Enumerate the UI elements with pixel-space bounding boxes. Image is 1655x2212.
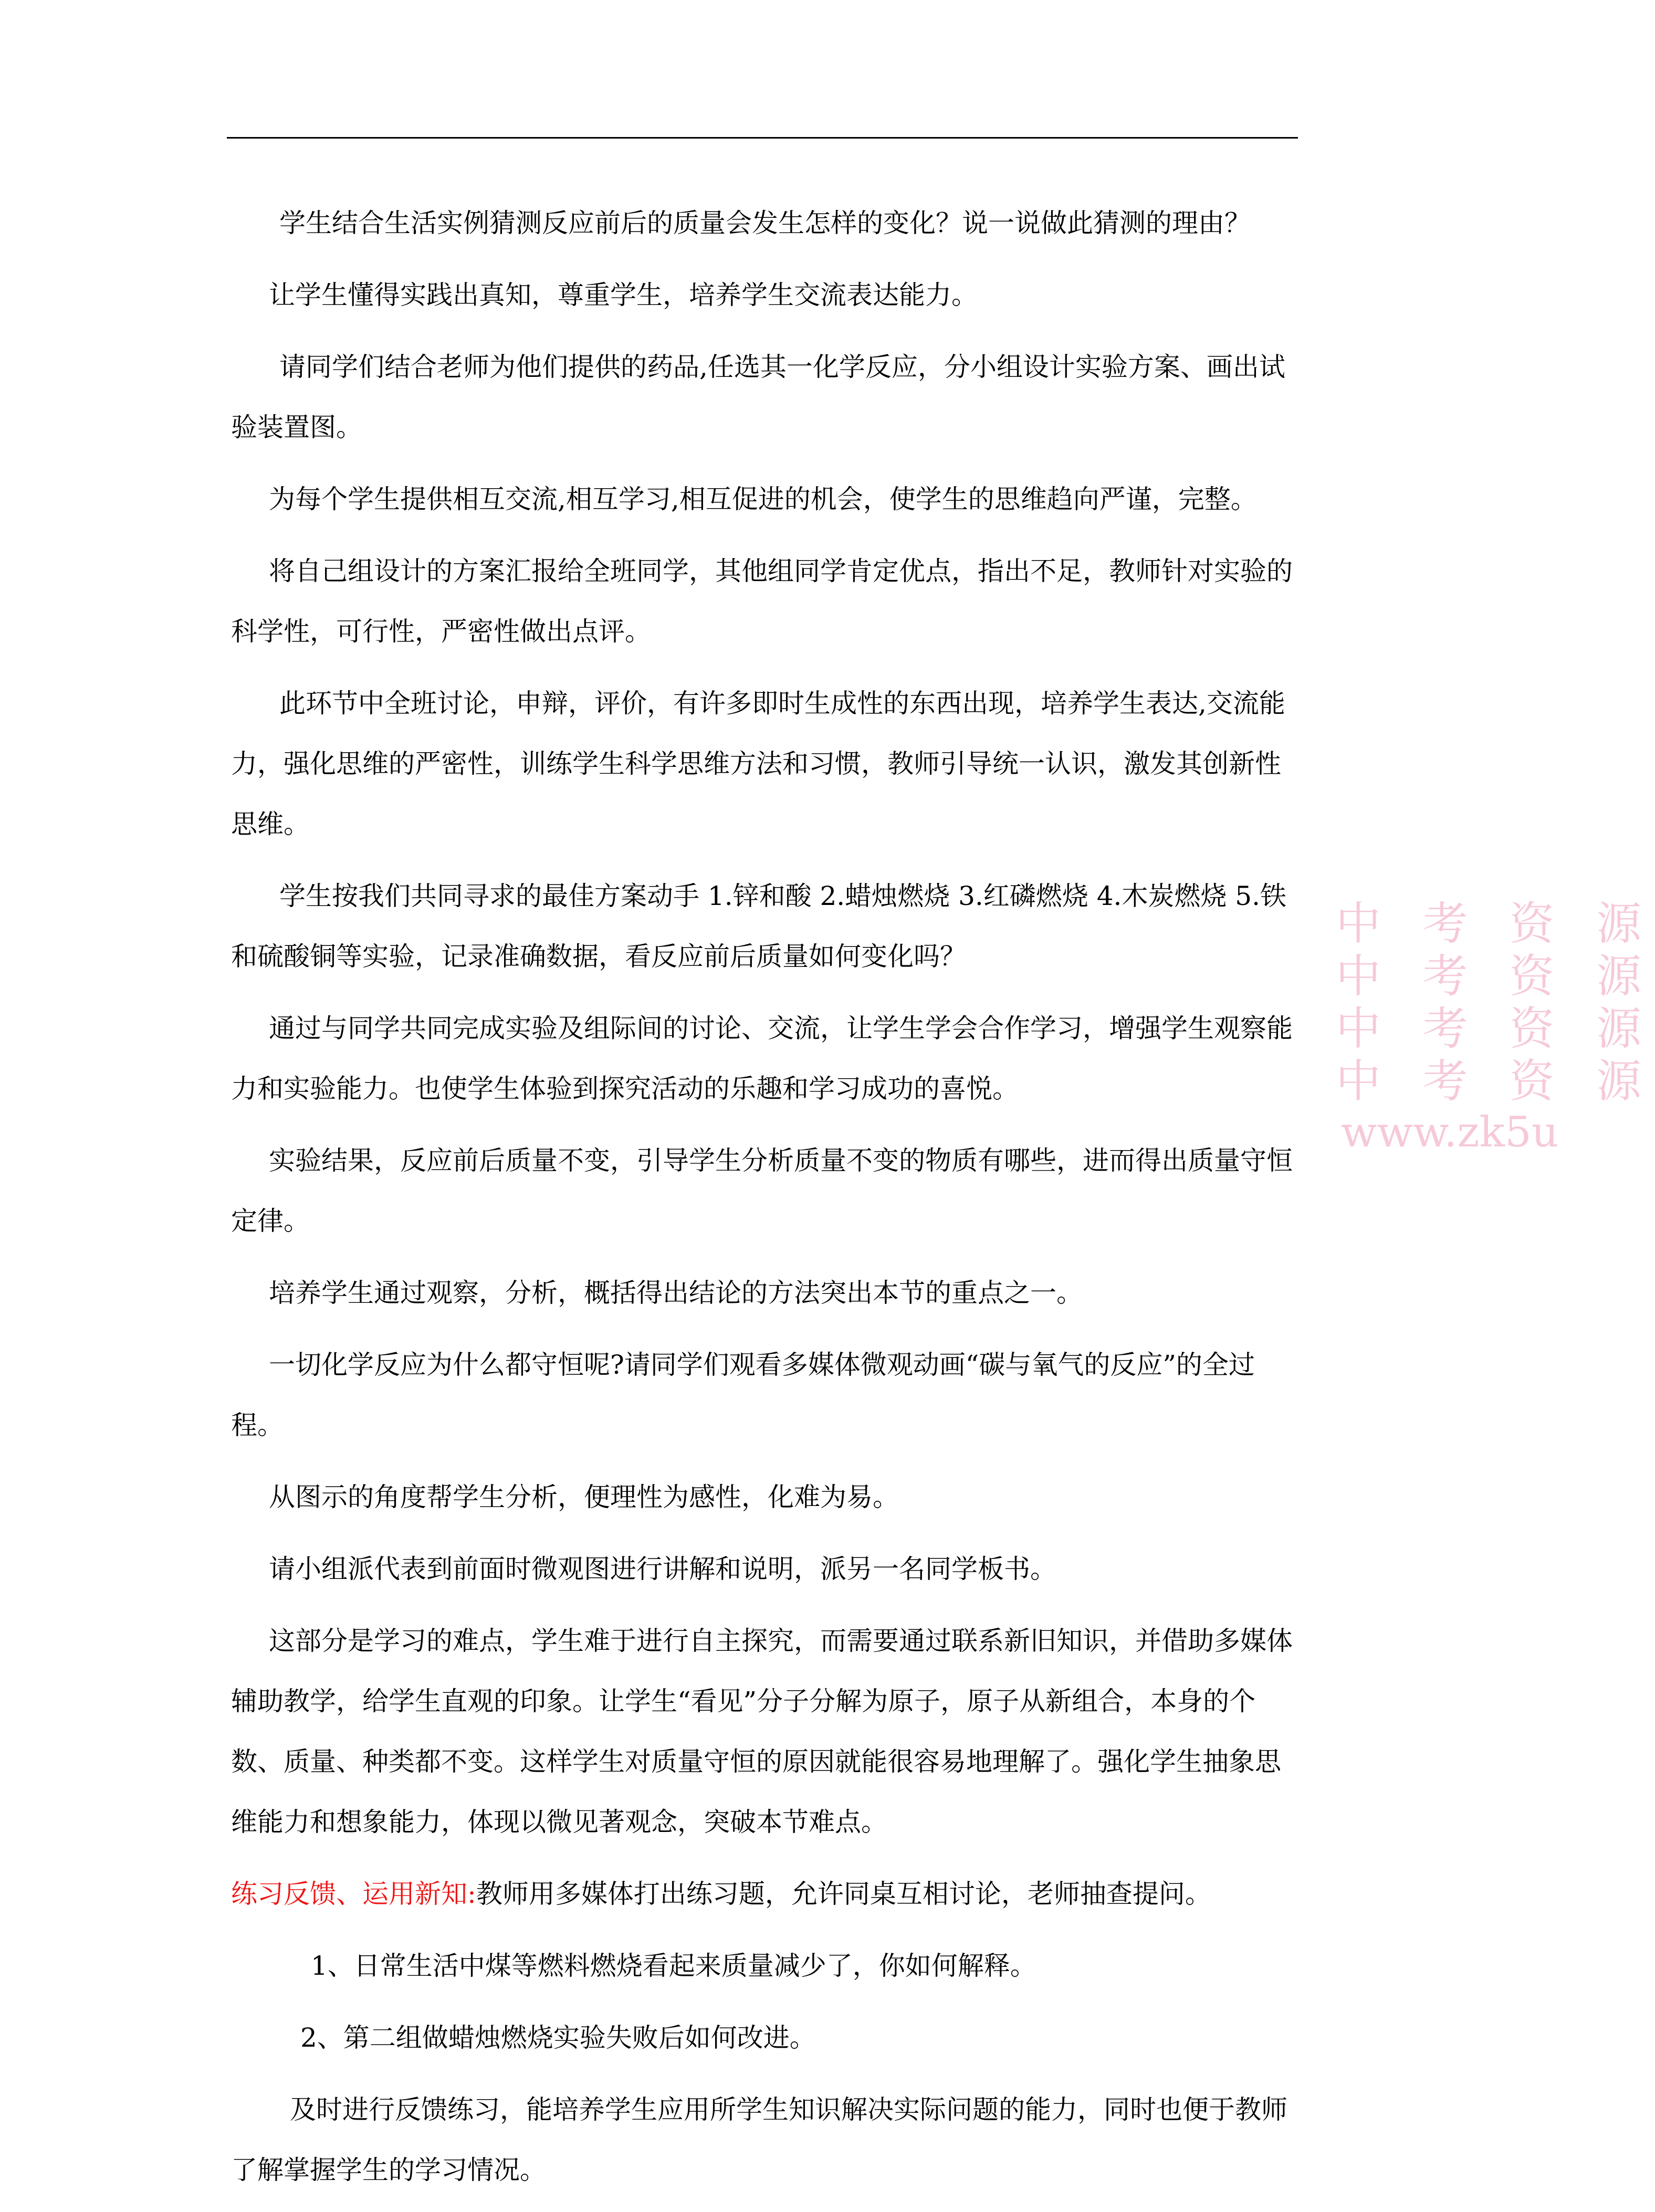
watermark-text: 中 考 资 源 bbox=[1336, 898, 1655, 950]
paragraph: 学生按我们共同寻求的最佳方案动手 1.锌和酸 2.蜡烛燃烧 3.红磷燃烧 4.木炭燃烧 5.铁和硫酸铜等实验，记录准确数据，看反应前后质量如何变化吗？ bbox=[231, 881, 1286, 972]
paragraph: 将自己组设计的方案汇报给全班同学，其他组同学肯定优点，指出不足，教师针对实验的科学性，可行性，严密性做出点评。 bbox=[231, 556, 1293, 647]
watermark-text: 中 考 资 源 bbox=[1336, 1055, 1655, 1108]
paragraph: 这部分是学习的难点，学生难于进行自主探究，而需要通过联系新旧知识，并借助多媒体辅助教学，给学生直观的印象。让学生“看见”分子分解为原子，原子从新组合，本身的个数、质量、种类都不变。这样学生对质量守恒的原因就能很容易地理解了。强化学生抽象思维能力和想象能力，体现以微见著观念，突破本节难点。 bbox=[231, 1626, 1293, 1837]
document-body bbox=[231, 193, 1297, 2212]
paragraph: 一切化学反应为什么都守恒呢?请同学们观看多媒体微观动画“碳与氧气的反应”的全过程。 bbox=[231, 1350, 1255, 1440]
paragraph: 从图示的角度帮学生分析，便理性为感性，化难为易。 bbox=[269, 1482, 899, 1512]
paragraph: 请小组派代表到前面时微观图进行讲解和说明，派另一名同学板书。 bbox=[269, 1554, 1056, 1584]
paragraph: 请同学们结合老师为他们提供的药品,任选其一化学反应，分小组设计实验方案、画出试验装置图。 bbox=[231, 352, 1285, 443]
watermark bbox=[1310, 887, 1655, 1108]
practice-question-2: 2、第二组做蜡烛燃烧实验失败后如何改进。 bbox=[300, 2023, 816, 2053]
header-rule bbox=[227, 137, 1298, 139]
watermark-url-wrap bbox=[1310, 1108, 1559, 1165]
watermark-text: 中 考 资 源 bbox=[1336, 950, 1655, 1003]
practice-question-1: 1、日常生活中煤等燃料燃烧看起来质量减少了，你如何解释。 bbox=[311, 1951, 1036, 1981]
paragraph: 通过与同学共同完成实验及组际间的讨论、交流，让学生学会合作学习，增强学生观察能力和实验能力。也使学生体验到探究活动的乐趣和学习成功的喜悦。 bbox=[231, 1013, 1293, 1104]
paragraph: 学生结合生活实例猜测反应前后的质量会发生怎样的变化？说一说做此猜测的理由？ bbox=[279, 208, 1251, 238]
paragraph: 此环节中全班讨论，申辩，评价，有许多即时生成性的东西出现，培养学生表达,交流能力，强化思维的严密性，训练学生科学思维方法和习惯，教师引导统一认识，激发其创新性思维。 bbox=[231, 688, 1285, 839]
practice-text: 教师用多媒体打出练习题，允许同桌互相讨论，老师抽查提问。 bbox=[476, 1879, 1211, 1909]
practice-heading: 练习反馈、运用新知: bbox=[231, 1879, 476, 1909]
paragraph: 培养学生通过观察，分析，概括得出结论的方法突出本节的重点之一。 bbox=[269, 1278, 1083, 1308]
paragraph: 实验结果，反应前后质量不变，引导学生分析质量不变的物质有哪些，进而得出质量守恒定律。 bbox=[231, 1145, 1293, 1236]
watermark-url: www.zk5u bbox=[1341, 1108, 1559, 1156]
watermark-text: 中 考 资 源 bbox=[1336, 1003, 1655, 1055]
paragraph: 让学生懂得实践出真知，尊重学生，培养学生交流表达能力。 bbox=[269, 280, 978, 310]
paragraph: 为每个学生提供相互交流,相互学习,相互促进的机会，使学生的思维趋向严谨，完整。 bbox=[269, 484, 1257, 514]
practice-paragraph bbox=[231, 1864, 1297, 1924]
practice-summary: 及时进行反馈练习，能培养学生应用所学生知识解决实际问题的能力，同时也便于教师了解掌握学生的学习情况。 bbox=[231, 2094, 1287, 2185]
